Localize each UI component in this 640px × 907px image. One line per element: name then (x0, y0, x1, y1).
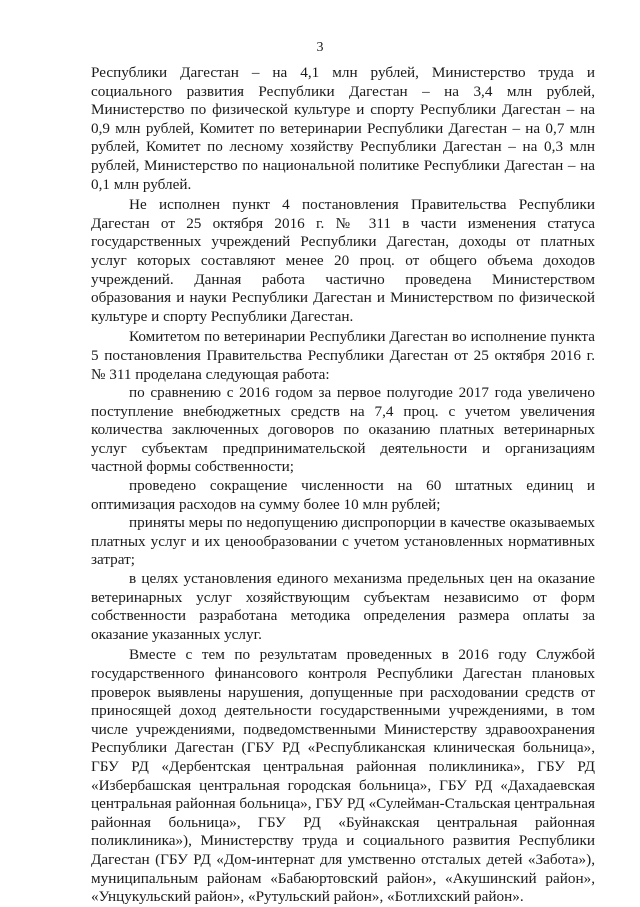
list-item: проведено сокращение численности на 60 штатных единиц и оптимизация расходов на сумму более 10 млн рублей; (91, 477, 595, 513)
paragraph-veterinary-committee: Комитетом по ветеринарии Республики Дагестан во исполнение пункта 5 постановления Правительства Республики Дагестан от 25 октября 2016 г. № 311 проделана следующая работа: (91, 328, 595, 383)
paragraph-violations: Вместе с тем по результатам проведенных в 2016 году Службой государственного финансового контроля Республики Дагестан плановых проверок выявлены нарушения, допущенные при расходовании средств от приносящей доход деятельности государственными учреждениями, в том числе учреждениями, подведомственными Министерству здравоохранения Республики Дагестан (ГБУ РД «Республиканская клиническая больница», ГБУ РД «Дербентская центральная районная поликлиника», ГБУ РД «Избербашская центральная городская больница», ГБУ РД «Дахадаевская центральная районная больница», ГБУ РД «Сулейман-Стальская центральная районная больница», ГБУ РД «Буйнакская центральная районная поликлиника»), Министерству труда и социального развития Республики Дагестан (ГБУ РД «Дом-интернат для умственно отсталых детей «Забота»), муниципальным районам «Бабаюртовский район», «Акушинский район», «Унцукульский район», «Рутульский район», «Ботлихский район». (91, 646, 595, 906)
list-item: в целях установления единого механизма предельных цен на оказание ветеринарных услуг хозяйствующим субъектам независимо от форм собственности разработана методика определения размера оплаты за оказание указанных услуг. (91, 570, 595, 643)
document-body (91, 64, 595, 907)
page-number: 3 (316, 40, 324, 55)
list-item: по сравнению с 2016 годом за первое полугодие 2017 года увеличено поступление внебюджетных средств на 7,4 проц. с учетом увеличения количества заключенных договоров по оказанию платных ветеринарных услуг субъектам предпринимательской деятельности и организациям частной формы собственности; (91, 384, 595, 476)
list-item: приняты меры по недопущению диспропорции в качестве оказываемых платных услуг и их ценообразовании с учетом установленных нормативных затрат; (91, 514, 595, 569)
paragraph-continuation: Республики Дагестан – на 4,1 млн рублей, Министерство труда и социального развития Республики Дагестан – на 3,4 млн рублей, Министерство по физической культуре и спорту Республики Дагестан – на 0,9 млн рублей, Комитет по ветеринарии Республики Дагестан – на 0,7 млн рублей, Комитет по лесному хозяйству Республики Дагестан – на 0,3 млн рублей, Министерство по национальной политике Республики Дагестан – на 0,1 млн рублей. (91, 64, 595, 193)
paragraph-point-4: Не исполнен пункт 4 постановления Правительства Республики Дагестан от 25 октября 2016 г. № 311 в части изменения статуса государственных учреждений Республики Дагестан, доходы от платных услуг которых составляют менее 20 проц. от общего объема доходов учреждений. Данная работа частично проведена Министерством образования и науки Республики Дагестан и Министерством по физической культуре и спорту Республики Дагестан. (91, 196, 595, 325)
